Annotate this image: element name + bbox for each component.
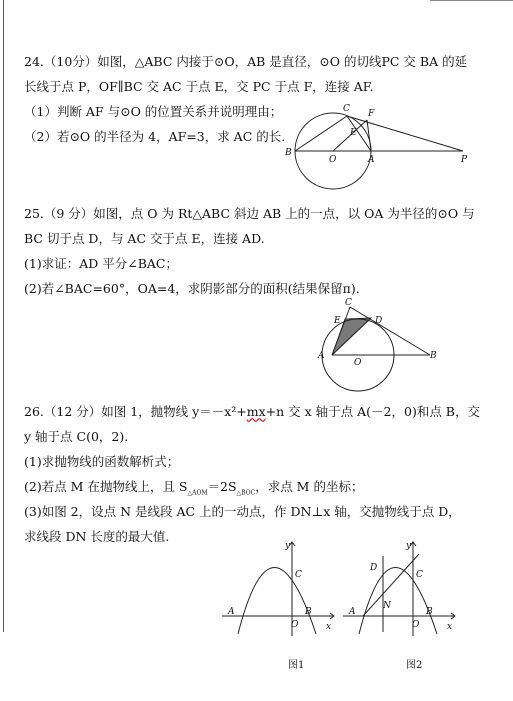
q24-label-o: O: [329, 155, 337, 165]
q24-line-cp: [347, 116, 463, 151]
fig2-label-x: x: [447, 622, 453, 632]
q26-figure-2: [343, 536, 463, 640]
q25-line2: BC 切于点 D，与 AC 交于点 E，连接 AD.: [24, 231, 265, 246]
q25-label-e: E: [334, 316, 341, 326]
q24-figure: [283, 98, 483, 190]
fig1-label-o: O: [291, 620, 299, 630]
q26-line4: [24, 479, 363, 502]
q25-line-cb: [350, 307, 430, 355]
q26-line2: y 轴于点 C(0，2).: [24, 429, 129, 444]
q24-label-a: A: [368, 155, 375, 165]
q24-label-c: C: [343, 104, 350, 114]
q26-line1-pre: 26.（12 分）如图 1，抛物线 y＝－x²+: [24, 404, 247, 419]
q26-line1-mx: mx: [246, 404, 266, 419]
q26-figure-1: [222, 536, 342, 640]
page-left-edge: [3, 0, 4, 632]
fig2-label-c: C: [416, 570, 423, 580]
fig2-label-a: A: [349, 607, 356, 617]
q25-line4: (2)若∠BAC=60°，OA=4，求阴影部分的面积(结果保留π).: [24, 281, 360, 296]
fig1-label-y: y: [285, 541, 291, 551]
fig1-parabola: [238, 568, 316, 635]
q24-label-e: E: [350, 128, 357, 138]
q26-line1-post: +n 交 x 轴于点 A(－2，0)和点 B，交: [265, 404, 480, 419]
q25-line3: (1)求证：AD 平分∠BAC；: [24, 256, 178, 271]
q26-line4-sub2: △BOC: [236, 489, 256, 497]
fig2-label-y: y: [406, 541, 412, 551]
q25-label-d: D: [375, 316, 383, 326]
q24-label-b: B: [285, 148, 292, 158]
q24-label-p: P: [461, 155, 468, 165]
q24-line3: （1）判断 AF 与⊙O 的位置关系并说明理由；: [24, 104, 283, 119]
fig1-label-a: A: [228, 607, 235, 617]
q24-line1: 24.（10分）如图，△ABC 内接于⊙O，AB 是直径，⊙O 的切线PC 交 BA 的延: [24, 54, 468, 69]
page-top-edge: [430, 0, 513, 1]
q25-label-b: B: [430, 351, 437, 361]
fig1-caption: 图1: [288, 660, 305, 671]
fig1-label-c: C: [295, 570, 302, 580]
fig1-label-b: B: [305, 607, 312, 617]
q24-label-f: F: [368, 109, 375, 119]
q26-line4-sub1: △AOM: [187, 489, 208, 497]
fig2-label-b: B: [426, 607, 433, 617]
fig1-label-x: x: [326, 622, 332, 632]
fig2-caption: 图2: [406, 660, 423, 671]
q25-figure: [312, 296, 442, 394]
q24-line4: （2）若⊙O 的半径为 4，AF=3，求 AC 的长.: [24, 129, 286, 144]
q25-label-c: C: [345, 298, 352, 308]
q26-line6: 求线段 DN 长度的最大值.: [24, 529, 170, 544]
q24-line2: 长线于点 P，OF∥BC 交 AC 于点 E，交 PC 于点 F，连接 AF.: [24, 79, 374, 94]
fig2-label-n: N: [383, 601, 391, 611]
q26-line4-pre: (2)若点 M 在抛物线上，且 S: [24, 479, 188, 494]
q26-line5: (3)如图 2，设点 N 是线段 AC 上的一动点，作 DN⊥x 轴，交抛物线于点 D，: [24, 504, 461, 519]
q26-line4-post: ，求点 M 的坐标；: [255, 479, 364, 494]
q26-line4-mid: ＝2S: [207, 479, 237, 494]
fig2-label-d: D: [370, 563, 378, 573]
q25-label-a: A: [318, 351, 325, 361]
q25-label-o: O: [354, 358, 362, 368]
fig2-label-o: O: [412, 620, 420, 630]
q26-line1: [24, 404, 480, 420]
q26-line3: (1)求抛物线的函数解析式；: [24, 454, 180, 469]
q25-line1: 25.（9 分）如图，点 O 为 Rt△ABC 斜边 AB 上的一点，以 OA 为半径的⊙O 与: [24, 206, 475, 221]
